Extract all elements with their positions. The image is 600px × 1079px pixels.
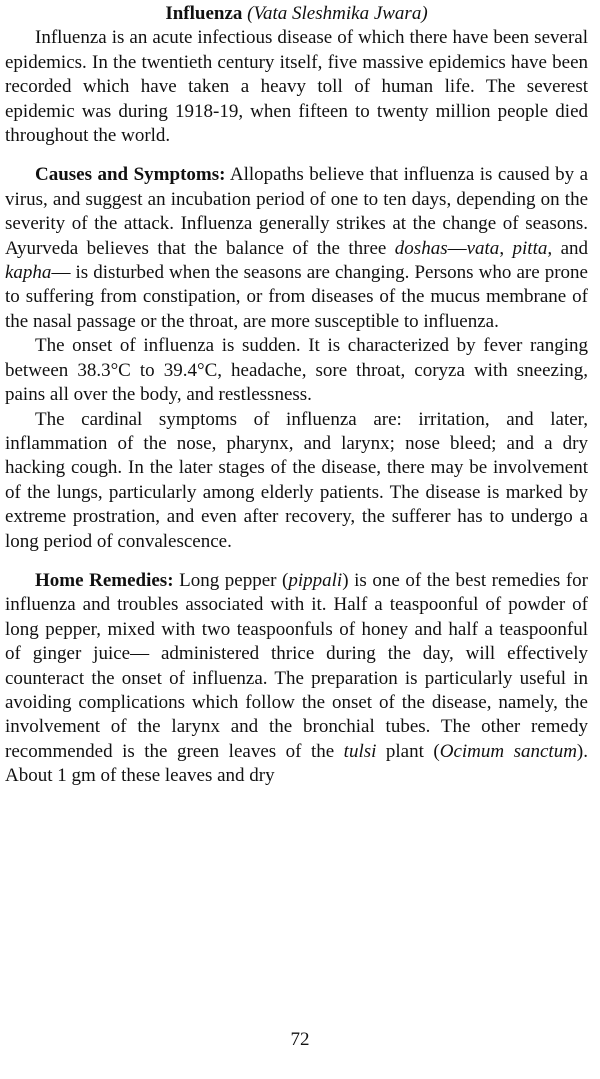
- term-ocimum: Ocimum sanctum: [439, 740, 577, 762]
- dash: —: [447, 237, 467, 259]
- causes-paragraph: [5, 163, 588, 334]
- causes-heading: Causes and Symptoms:: [35, 164, 226, 186]
- onset-paragraph: The onset of influenza is sudden. It is characterized by fever ranging between 38.3°C to 39.4°C, headache, sore throat, coryza with sneezing, pains all over the body, and restlessness.: [5, 335, 588, 406]
- title-main: Influenza: [165, 3, 243, 24]
- causes-text-b: — is disturbed when the seasons are changing. Persons who are prone to suffering from constipation, or from diseases of the mucus membrane of the nasal passage or the throat, are more susceptible to influenza.: [5, 262, 588, 332]
- remedies-heading: Home Remedies:: [35, 569, 174, 591]
- remedies-text-c: plant (: [376, 740, 440, 762]
- term-pippali: pippali: [288, 569, 343, 591]
- remedies-text-d: ). About 1 gm of these leaves and dry: [5, 740, 588, 787]
- intro-paragraph: Influenza is an acute infectious disease of which there have been several epidemics. In the twentieth century itself, five massive epidemics have been recorded which have taken a heavy toll of human life. The severest epidemic was during 1918-19, when fifteen to twenty million people died throughout the world.: [5, 27, 588, 147]
- section-title: [5, 2, 588, 26]
- title-subtitle: (Vata Sleshmika Jwara): [247, 3, 428, 24]
- term-doshas: doshas: [394, 237, 448, 259]
- term-kapha: kapha: [5, 262, 52, 284]
- page-number: 72: [290, 1029, 310, 1050]
- and-word: and: [552, 237, 589, 259]
- causes-text-a: Allopaths believe that influenza is caused by a virus, and suggest an incubation period of one to ten days, depending on the severity of the attack. Influenza generally strikes at the change of seasons. Ayurveda believes that the balance of the three: [5, 164, 588, 259]
- comma: ,: [499, 237, 513, 259]
- remedies-paragraph: [5, 569, 588, 789]
- term-vata: vata: [466, 237, 500, 259]
- symptoms-paragraph: The cardinal symptoms of influenza are: irritation, and later, inflammation of the nose, pharynx, and larynx; nose bleed; and a dry hacking cough. In the later stages of the disease, there may be involvement of the lungs, particularly among elderly patients. The disease is marked by extreme prostration, and even after recovery, the sufferer has to undergo a long period of convalescence.: [5, 408, 588, 552]
- term-tulsi: tulsi: [343, 740, 377, 762]
- remedies-text-a: Long pepper (: [173, 569, 289, 591]
- term-pitta: pitta,: [512, 237, 553, 259]
- remedies-text-b: ) is one of the best remedies for influenza and troubles associated with it. Half a teaspoonful of powder of long pepper, mixed with two teaspoonfuls of honey and half a teaspoonful of ginger juice— administered thrice during the day, will effectively counteract the onset of influenza. The preparation is particularly useful in avoiding complications which follow the onset of the disease, namely, the involvement of the larynx and the bronchial tubes. The other remedy recommended is the green leaves of the: [5, 569, 588, 762]
